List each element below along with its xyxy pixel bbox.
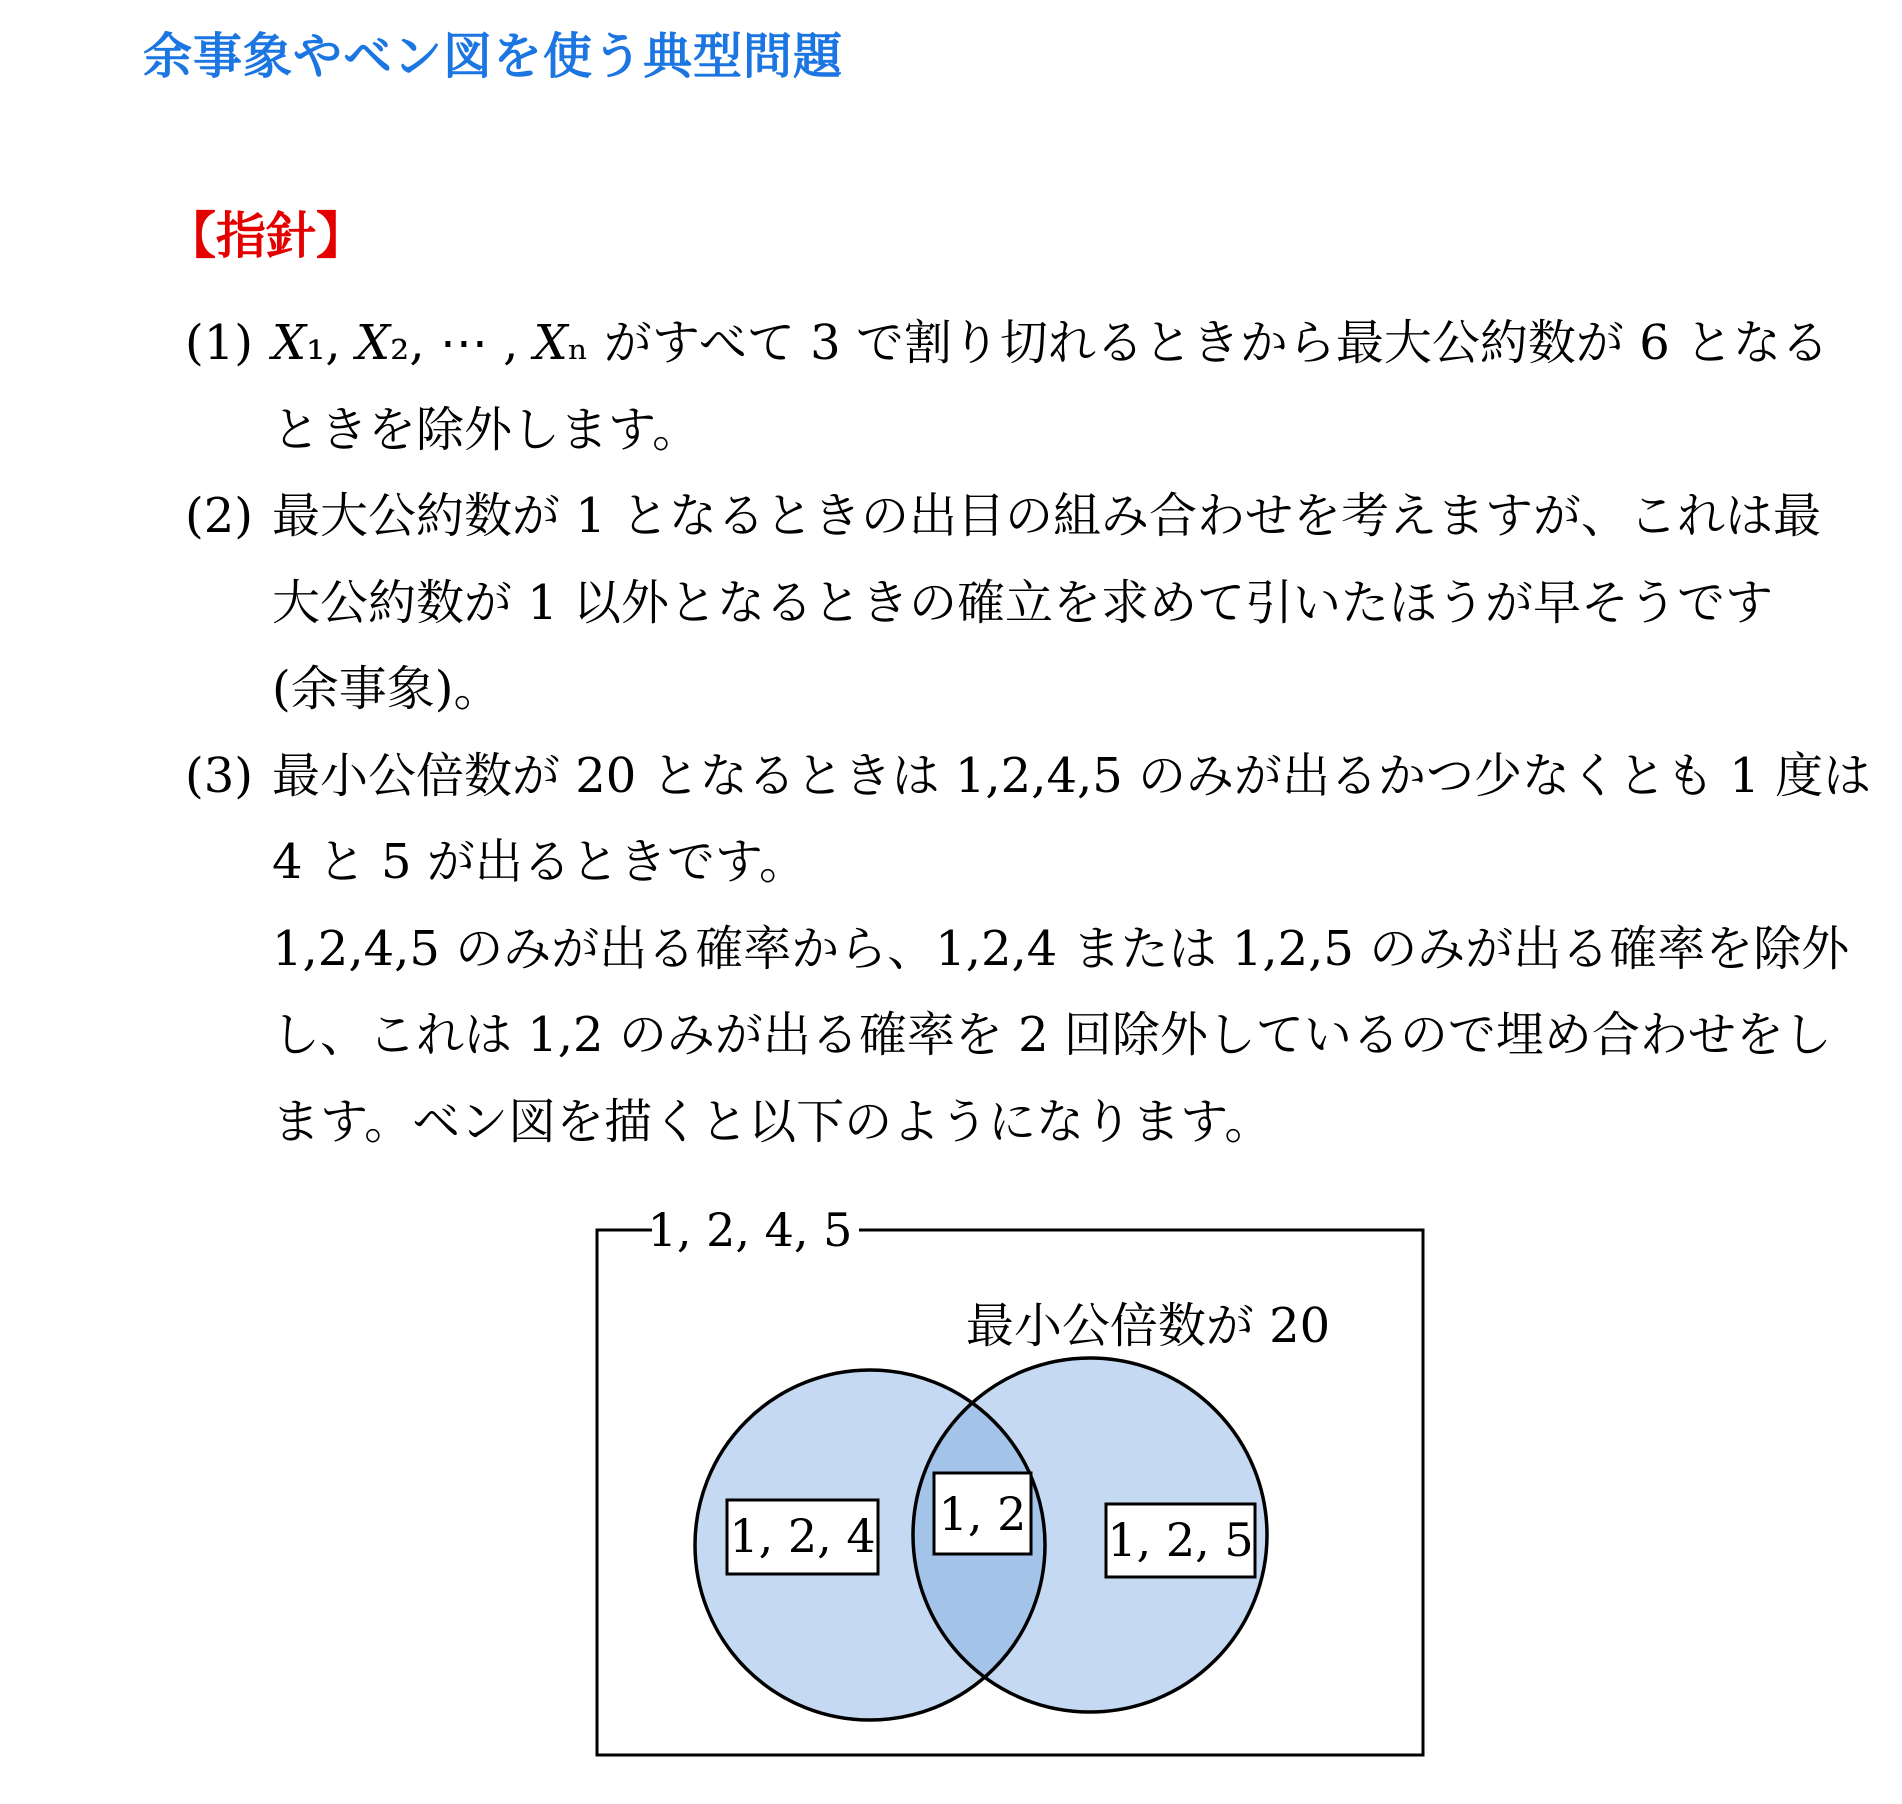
line-text: ときを除外します。 [272, 401, 701, 458]
math-variable: X [355, 315, 391, 371]
venn-title: 最小公倍数が 20 [965, 1298, 1331, 1354]
line-text: 最小公倍数が 20 となるときは 1,2,4,5 のみが出るかつ少なくとも 1 度は [272, 747, 1872, 804]
text-line [185, 300, 1829, 387]
list-item-number: (1) [185, 315, 253, 371]
text-line [185, 819, 1665, 906]
line-text: 1,2,4,5 のみが出る確率から、1,2,4 または 1,2,5 のみが出る確率を除外 [272, 920, 1850, 977]
line-text: ます。ベン図を描くと以下のようになります。 [272, 1093, 1273, 1150]
text-line [185, 646, 1665, 733]
text-line [185, 992, 1832, 1079]
line-text: 4 と 5 が出るときです。 [272, 834, 808, 890]
middle-label-text: 1, 2 [938, 1487, 1027, 1541]
math-variable: X [272, 315, 307, 371]
page-title: 余事象やベン図を使う典型問題 [143, 30, 844, 84]
text-line [185, 733, 1872, 820]
math-variable: X [533, 315, 568, 371]
guideline-section-label: 【指針】 [166, 208, 366, 264]
guideline-list [185, 300, 1872, 1165]
text-line [185, 473, 1822, 560]
line-text: X₁, X₂, ⋯ , Xₙ がすべて 3 で割り切れるときから最大公約数が 6 となる [272, 315, 1829, 371]
text-line [185, 906, 1850, 993]
venn-universe-label: 1, 2, 4, 5 [647, 1203, 853, 1257]
line-text: し、これは 1,2 のみが出る確率を 2 回除外しているので埋め合わせをし [272, 1007, 1832, 1063]
venn-svg [560, 1180, 1460, 1800]
right-label-text: 1, 2, 5 [1107, 1513, 1254, 1567]
line-text: (余事象)。 [272, 661, 502, 717]
text-line [185, 387, 1665, 474]
line-text: 最大公約数が 1 となるときの出目の組み合わせを考えますが、これは最 [272, 488, 1822, 544]
text-line [185, 1079, 1665, 1166]
venn-diagram [560, 1180, 1460, 1800]
list-item-number: (3) [185, 747, 253, 804]
text-line [185, 560, 1774, 647]
left-label-text: 1, 2, 4 [729, 1509, 876, 1563]
line-text: 大公約数が 1 以外となるときの確立を求めて引いたほうが早そうです [272, 574, 1774, 631]
list-item-number: (2) [185, 488, 253, 544]
